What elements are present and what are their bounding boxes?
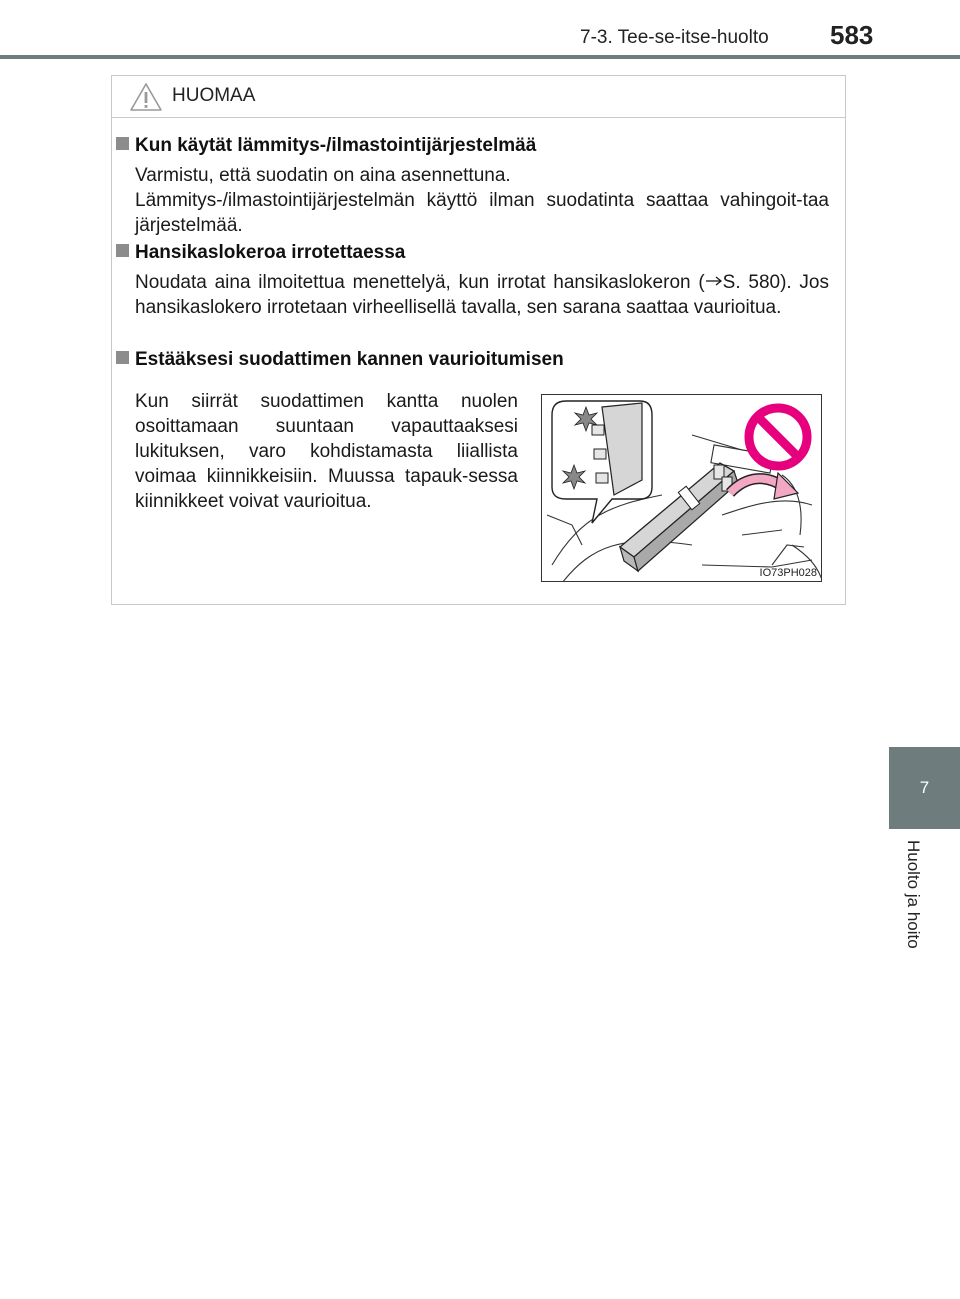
section-text-air-conditioning: Varmistu, että suodatin on aina asennettuna. Lämmitys-/ilmastointijärjestelmän käyttö ilman suodatinta saattaa vahingoit-taa järjestelmää. [135, 165, 829, 236]
square-bullet-icon [116, 137, 129, 150]
notice-title: HUOMAA [172, 85, 256, 106]
chapter-number: 7 [919, 778, 930, 797]
notice-header [112, 76, 845, 118]
notice-box [111, 75, 846, 605]
section-title: 7-3. Tee-se-itse-huolto [580, 27, 769, 48]
warning-triangle-icon [129, 82, 163, 112]
section-heading-glove-box: Hansikaslokeroa irrotettaessa [116, 242, 405, 264]
arrow-right-icon [705, 275, 723, 287]
figure-code: IO73PH028 [759, 567, 817, 579]
chapter-tab [889, 747, 960, 829]
section-text-filter-cover: Kun siirrät suodattimen kantta nuolen osoittamaan suuntaan vapauttaaksesi lukituksen, varo kohdistamasta liiallista voimaa kiinnikkeisiin. Muussa tapauk-sessa kiinnikkeet voivat vaurioitua. [135, 391, 518, 512]
filter-illustration-drawing [542, 395, 822, 582]
section-heading-air-conditioning: Kun käytät lämmitys-/ilmastointijärjestelmää [116, 135, 536, 157]
page-number: 583 [830, 20, 874, 50]
section-heading-filter-cover: Estääksesi suodattimen kannen vaurioitumisen [116, 349, 564, 371]
square-bullet-icon [116, 351, 129, 364]
filter-cover-illustration [541, 394, 822, 582]
square-bullet-icon [116, 244, 129, 257]
chapter-title: Huolto ja hoito [904, 840, 923, 949]
section-text-glove-box: Noudata aina ilmoitettua menettelyä, kun irrotat hansikaslokeron ( S. 580). Jos hansikaslokero irrotetaan virheellisellä tavalla, sen sarana saattaa vaurioitua. [135, 272, 829, 318]
header-rule [0, 55, 960, 59]
